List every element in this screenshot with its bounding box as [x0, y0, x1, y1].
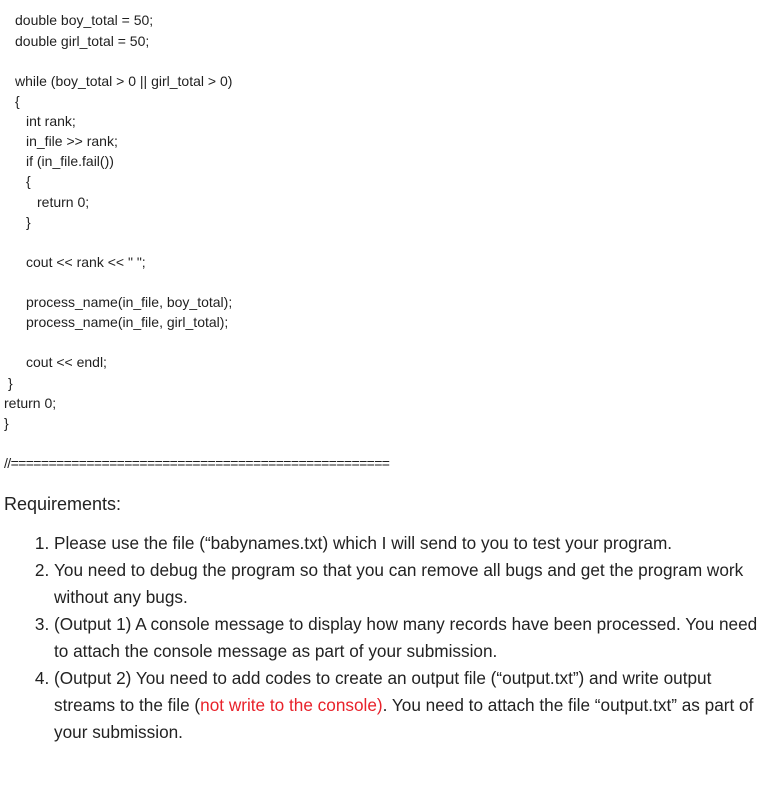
code-line: return 0; — [4, 395, 57, 411]
code-line: cout << rank << " "; — [26, 254, 146, 270]
requirements-heading: Requirements: — [4, 494, 122, 514]
requirements-list — [20, 530, 760, 746]
code-line: int rank; — [26, 113, 76, 129]
requirement-item — [54, 665, 760, 746]
requirement-text: You need to debug the program so that you can remove all bugs and get the program work without any bugs. — [54, 560, 744, 607]
code-line: { — [26, 173, 31, 189]
code-line: { — [15, 93, 20, 109]
requirement-item — [54, 611, 760, 665]
code-line: } — [4, 415, 9, 431]
requirement-item — [54, 557, 760, 611]
requirement-text: . You need to attach the file “output.txt” as part of your submission. — [54, 695, 754, 742]
comment-divider: //================================================== — [4, 455, 390, 471]
code-line: in_file >> rank; — [26, 133, 118, 149]
code-line: process_name(in_file, boy_total); — [26, 294, 233, 310]
requirement-text: (Output 2) You need to add codes to create an output file (“output.txt”) and write output streams to the file ( — [54, 668, 712, 715]
code-line: } — [8, 375, 13, 391]
code-line: } — [26, 214, 31, 230]
code-line: double girl_total = 50; — [15, 33, 150, 49]
requirement-text: (Output 1) A console message to display how many records have been processed. You need to attach the console message as part of your submission. — [54, 614, 758, 661]
code-line: cout << endl; — [26, 354, 107, 370]
code-line: if (in_file.fail()) — [26, 153, 114, 169]
code-line: process_name(in_file, girl_total); — [26, 314, 229, 330]
code-line: return 0; — [37, 194, 90, 210]
code-line: double boy_total = 50; — [15, 12, 154, 28]
highlighted-note: not write to the console) — [200, 695, 383, 715]
requirement-item — [54, 530, 760, 557]
requirement-text: Please use the file (“babynames.txt) which I will send to you to test your program. — [54, 533, 673, 553]
code-line: while (boy_total > 0 || girl_total > 0) — [15, 73, 233, 89]
